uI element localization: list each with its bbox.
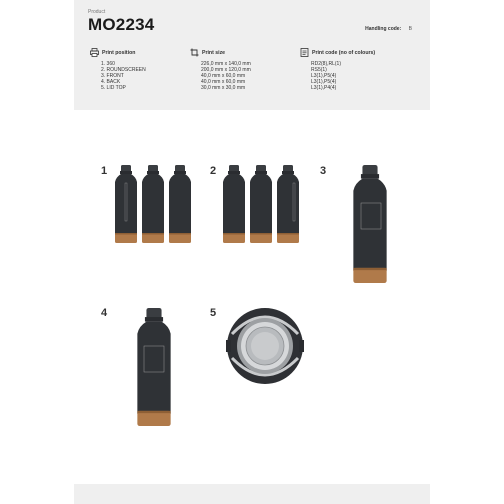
bottle-image <box>277 165 299 243</box>
print-position-item: 2. ROUNDSCREEN <box>101 67 146 74</box>
print-position-item: 1. 360 <box>101 61 115 67</box>
view-number-4: 4 <box>101 307 108 319</box>
view-2-bottles <box>223 165 299 243</box>
print-size-item: 200,0 mm x 120,0 mm <box>201 67 251 74</box>
bottle-image <box>353 165 386 283</box>
print-position-item: 3. FRONT <box>101 73 124 80</box>
handling-code-label: Handling code: <box>365 26 402 32</box>
print-size-item: 40,0 mm x 60,0 mm <box>201 73 246 80</box>
bottle-image <box>137 308 170 426</box>
print-size-item: 40,0 mm x 60,0 mm <box>201 79 246 86</box>
handling-code-value: B <box>408 26 412 32</box>
print-code-item: L3(1),P4(4) <box>311 85 337 92</box>
print-code-item: L3(1),P5(4) <box>311 73 337 80</box>
print-area-outline <box>251 332 279 360</box>
view-number-2: 2 <box>210 165 217 177</box>
view-number-5: 5 <box>210 307 217 319</box>
print-size-title: Print size <box>202 49 226 56</box>
view-3-front <box>353 165 386 283</box>
print-code-item: RS5(1) <box>311 67 327 74</box>
print-size-item: 30,0 mm x 30,0 mm <box>201 85 246 92</box>
bottle-image <box>169 165 191 243</box>
view-4-back <box>137 308 170 426</box>
bottle-image <box>142 165 164 243</box>
product-label: Product <box>88 9 106 15</box>
bottle-image <box>250 165 272 243</box>
product-code: MO2234 <box>88 15 155 34</box>
print-position-title: Print position <box>102 49 136 56</box>
print-code-item: RD2(8),RL(1) <box>311 61 342 67</box>
print-size-item: 226,0 mm x 140,0 mm <box>201 61 251 67</box>
view-number-3: 3 <box>320 165 327 177</box>
view-5-lid-top <box>226 308 304 384</box>
view-number-1: 1 <box>101 165 108 177</box>
bottle-image <box>223 165 245 243</box>
print-code-item: L3(1),P5(4) <box>311 79 337 86</box>
print-position-item: 5. LID TOP <box>101 85 126 92</box>
bottle-image <box>115 165 137 243</box>
print-code-title: Print code (no of colours) <box>312 49 376 56</box>
print-position-item: 4. BACK <box>101 79 121 86</box>
view-1-bottles <box>115 165 191 243</box>
